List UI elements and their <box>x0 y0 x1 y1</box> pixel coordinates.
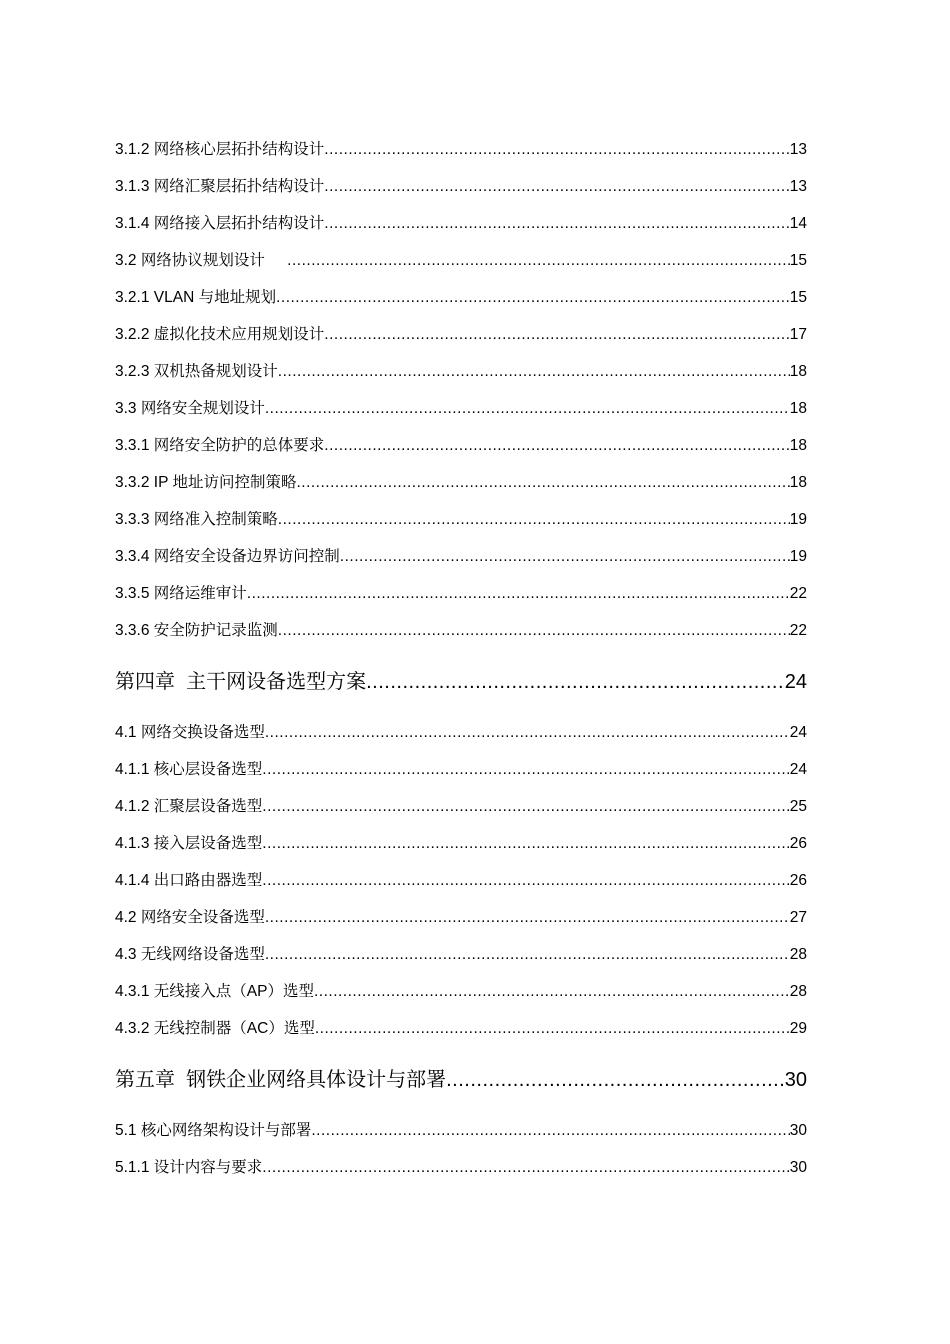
toc-entry-3-2-3[interactable] <box>115 353 807 390</box>
toc-page-number: 18 <box>789 400 807 417</box>
toc-entry-title: 5.1.1 设计内容与要求 <box>115 1159 263 1176</box>
toc-page-number: 14 <box>789 215 807 232</box>
toc-page-number: 24 <box>789 724 807 741</box>
toc-entry-4-1[interactable] <box>115 714 807 751</box>
toc-entry-3-2-1[interactable] <box>115 279 807 316</box>
toc-entry-3-3-4[interactable] <box>115 538 807 575</box>
toc-entry-title: 3.3.5 网络运维审计 <box>115 585 247 602</box>
dot-leader <box>262 788 789 825</box>
toc-entry-3-1-4[interactable] <box>115 205 807 242</box>
toc-entry-4-1-1[interactable] <box>115 751 807 788</box>
toc-page-number: 18 <box>789 474 807 491</box>
toc-entry-title: 5.1 核心网络架构设计与部署 <box>115 1122 312 1139</box>
toc-entry-title: 3.3.2 IP 地址访问控制策略 <box>115 474 297 491</box>
toc-page-number: 13 <box>789 141 807 158</box>
toc-entry-3-2[interactable] <box>115 242 807 279</box>
dot-leader <box>247 575 790 612</box>
toc-page-number: 26 <box>789 835 807 852</box>
dot-leader <box>262 1149 789 1186</box>
toc-entry-5-1-1[interactable] <box>115 1149 807 1186</box>
dot-leader <box>262 862 789 899</box>
dot-leader <box>265 714 790 751</box>
toc-page-number: 24 <box>789 761 807 778</box>
dot-leader <box>265 899 790 936</box>
toc-chapter-title: 第四章 主干网设备选型方案 <box>115 671 367 693</box>
toc-page-number: 22 <box>789 585 807 602</box>
toc-entry-title: 3.2 网络协议规划设计 <box>115 252 270 269</box>
toc-entry-4-1-4[interactable] <box>115 862 807 899</box>
toc-entry-3-3[interactable] <box>115 390 807 427</box>
toc-entry-title: 3.2.3 双机热备规划设计 <box>115 363 278 380</box>
toc-entry-4-1-2[interactable] <box>115 788 807 825</box>
dot-leader <box>296 464 789 501</box>
toc-page-number: 30 <box>789 1159 807 1176</box>
toc-chapter-5[interactable] <box>115 1054 807 1106</box>
toc-entry-title: 3.3.1 网络安全防护的总体要求 <box>115 437 325 454</box>
toc-entry-title: 4.1 网络交换设备选型 <box>115 724 265 741</box>
toc-page-number: 27 <box>789 909 807 926</box>
toc-chapter-title: 第五章 钢铁企业网络具体设计与部署 <box>115 1069 447 1091</box>
table-of-contents <box>115 131 807 1186</box>
toc-entry-title: 4.3.1 无线接入点（AP）选型 <box>115 983 314 1000</box>
toc-page-number: 22 <box>789 622 807 639</box>
toc-page-number: 17 <box>789 326 807 343</box>
toc-page-number: 25 <box>789 798 807 815</box>
toc-entry-3-3-1[interactable] <box>115 427 807 464</box>
dot-leader <box>278 612 790 649</box>
toc-page-number: 29 <box>789 1020 807 1037</box>
toc-page-number: 28 <box>789 946 807 963</box>
dot-leader <box>366 656 785 708</box>
toc-page-number: 18 <box>789 437 807 454</box>
toc-page-number: 18 <box>789 363 807 380</box>
toc-entry-3-3-5[interactable] <box>115 575 807 612</box>
toc-entry-title: 3.3 网络安全规划设计 <box>115 400 265 417</box>
toc-chapter-4[interactable] <box>115 656 807 708</box>
toc-entry-title: 3.2.1 VLAN 与地址规划 <box>115 289 277 306</box>
dot-leader <box>262 825 789 862</box>
dot-leader <box>446 1054 785 1106</box>
toc-entry-title: 4.1.3 接入层设备选型 <box>115 835 263 852</box>
dot-leader <box>265 936 790 973</box>
toc-entry-4-3-2[interactable] <box>115 1010 807 1047</box>
toc-entry-title: 4.1.1 核心层设备选型 <box>115 761 263 778</box>
dot-leader <box>314 973 790 1010</box>
toc-page-number: 26 <box>789 872 807 889</box>
toc-entry-4-1-3[interactable] <box>115 825 807 862</box>
dot-leader <box>278 353 790 390</box>
toc-page-number: 24 <box>784 671 807 693</box>
toc-entry-3-3-6[interactable] <box>115 612 807 649</box>
toc-entry-4-3[interactable] <box>115 936 807 973</box>
dot-leader <box>324 131 789 168</box>
dot-leader <box>324 316 789 353</box>
dot-leader <box>278 501 790 538</box>
dot-leader <box>324 168 789 205</box>
dot-leader <box>324 427 789 464</box>
toc-entry-4-2[interactable] <box>115 899 807 936</box>
toc-entry-5-1[interactable] <box>115 1112 807 1149</box>
toc-entry-3-2-2[interactable] <box>115 316 807 353</box>
toc-entry-3-1-2[interactable] <box>115 131 807 168</box>
toc-entry-3-1-3[interactable] <box>115 168 807 205</box>
toc-entry-title: 4.2 网络安全设备选型 <box>115 909 265 926</box>
toc-entry-title: 3.3.3 网络准入控制策略 <box>115 511 278 528</box>
toc-page-number: 15 <box>789 252 807 269</box>
dot-leader <box>315 1010 790 1047</box>
toc-entry-title: 3.3.6 安全防护记录监测 <box>115 622 278 639</box>
toc-page-number: 19 <box>789 511 807 528</box>
toc-page-number: 30 <box>789 1122 807 1139</box>
toc-entry-3-3-3[interactable] <box>115 501 807 538</box>
dot-leader <box>287 242 790 279</box>
toc-entry-title: 3.2.2 虚拟化技术应用规划设计 <box>115 326 325 343</box>
toc-entry-title: 3.1.2 网络核心层拓扑结构设计 <box>115 141 325 158</box>
dot-leader <box>324 205 789 242</box>
dot-leader <box>262 751 789 788</box>
toc-page-number: 28 <box>789 983 807 1000</box>
toc-page-number: 30 <box>784 1069 807 1091</box>
toc-page-number: 15 <box>789 289 807 306</box>
dot-leader <box>311 1112 789 1149</box>
dot-leader <box>340 538 790 575</box>
toc-entry-title: 4.3.2 无线控制器（AC）选型 <box>115 1020 315 1037</box>
dot-leader <box>265 390 790 427</box>
toc-page-number: 19 <box>789 548 807 565</box>
toc-entry-title: 3.3.4 网络安全设备边界访问控制 <box>115 548 340 565</box>
toc-page-number: 13 <box>789 178 807 195</box>
toc-entry-title: 4.3 无线网络设备选型 <box>115 946 265 963</box>
dot-leader <box>276 279 790 316</box>
toc-entry-title: 3.1.4 网络接入层拓扑结构设计 <box>115 215 325 232</box>
toc-entry-title: 4.1.2 汇聚层设备选型 <box>115 798 263 815</box>
toc-entry-4-3-1[interactable] <box>115 973 807 1010</box>
toc-entry-3-3-2[interactable] <box>115 464 807 501</box>
toc-entry-title: 3.1.3 网络汇聚层拓扑结构设计 <box>115 178 325 195</box>
toc-entry-title: 4.1.4 出口路由器选型 <box>115 872 263 889</box>
